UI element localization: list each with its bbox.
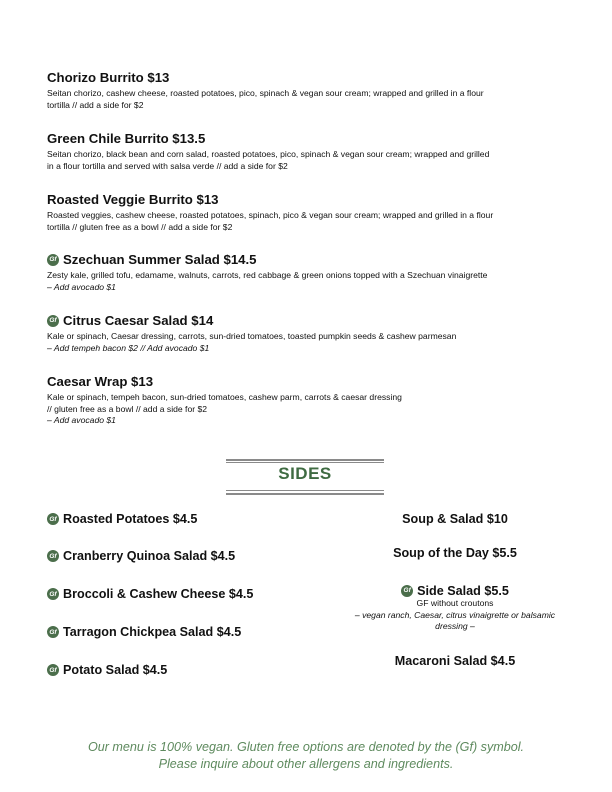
side-item: Gf Broccoli & Cashew Cheese $4.5	[47, 587, 253, 601]
menu-item	[47, 252, 567, 293]
item-description: Kale or spinach, Caesar dressing, carrots, sun-dried tomatoes, toasted pumpkin seeds & cashew parmesan – Add tempeh bacon $2 // Add avocado $1	[47, 331, 457, 353]
item-title: Gf Citrus Caesar Salad $14	[47, 313, 567, 329]
item-title: Gf Szechuan Summer Salad $14.5	[47, 252, 567, 268]
sides-bottom-divider	[226, 493, 384, 495]
item-title: Caesar Wrap $13	[47, 374, 154, 389]
item-title: Green Chile Burrito $13.5	[47, 131, 206, 146]
side-item: Gf Roasted Potatoes $4.5	[47, 512, 197, 526]
gluten-free-badge-icon: Gf	[47, 513, 59, 525]
menu-item	[47, 131, 567, 172]
side-item: Gf Tarragon Chickpea Salad $4.5	[47, 625, 241, 639]
item-title: Chorizo Burrito $13	[47, 70, 170, 85]
side-item-macaroni: Macaroni Salad $4.5	[394, 654, 516, 668]
footer-line-1: Our menu is 100% vegan. Gluten free options are denoted by the (Gf) symbol.	[87, 740, 525, 754]
footer-note	[0, 739, 612, 773]
item-description: Kale or spinach, tempeh bacon, sun-dried tomatoes, cashew parm, carrots & caesar dressing // gluten free as a bowl // add a side for $2 – Add avocado $1	[47, 392, 402, 425]
gluten-free-badge-icon: Gf	[47, 588, 59, 600]
item-title: Roasted Veggie Burrito $13	[47, 192, 219, 207]
menu-item	[47, 313, 567, 354]
item-description: Seitan chorizo, black bean and corn salad, roasted potatoes, pico, spinach & vegan sour cream; wrapped and grilled in a flour tortilla and served with salsa verde // add a side for $2	[47, 149, 490, 171]
footer-line-2: Please inquire about other allergens and ingredients.	[158, 757, 454, 771]
side-item-soup-of-day: Soup of the Day $5.5	[393, 546, 517, 560]
side-item-soup-salad: Soup & Salad $10	[402, 512, 508, 526]
sides-bottom-divider-thin	[226, 490, 384, 491]
gluten-free-badge-icon: Gf	[47, 550, 59, 562]
side-item: Gf Potato Salad $4.5	[47, 663, 167, 677]
menu-item	[47, 374, 567, 427]
item-description: Seitan chorizo, cashew cheese, roasted potatoes, pico, spinach & vegan sour cream; wrapped and grilled in a flour tortilla // add a side for $2	[47, 88, 484, 110]
side-salad-note: GF without croutons – vegan ranch, Caesar, citrus vinaigrette or balsamic dressing –	[354, 598, 556, 631]
gluten-free-badge-icon: Gf	[47, 664, 59, 676]
sides-heading: SIDES	[278, 464, 332, 483]
gluten-free-badge-icon: Gf	[47, 626, 59, 638]
menu-item	[47, 192, 567, 233]
sides-top-divider	[226, 459, 384, 461]
side-item-side-salad: Gf Side Salad $5.5	[310, 581, 600, 598]
side-item: Gf Cranberry Quinoa Salad $4.5	[47, 549, 235, 563]
gluten-free-badge-icon: Gf	[47, 254, 59, 266]
item-description: Zesty kale, grilled tofu, edamame, walnuts, carrots, red cabbage & green onions topped with a Szechuan vinaigrette – Add avocado $1	[47, 270, 488, 292]
gluten-free-badge-icon: Gf	[47, 315, 59, 327]
menu-item	[47, 70, 567, 111]
sides-top-divider-thin	[226, 462, 384, 463]
gluten-free-badge-icon: Gf	[401, 585, 413, 597]
item-description: Roasted veggies, cashew cheese, roasted potatoes, spinach, pico & vegan sour cream; wrapped and grilled in a flour tortilla // gluten free as a bowl // add a side for $2	[47, 210, 494, 232]
